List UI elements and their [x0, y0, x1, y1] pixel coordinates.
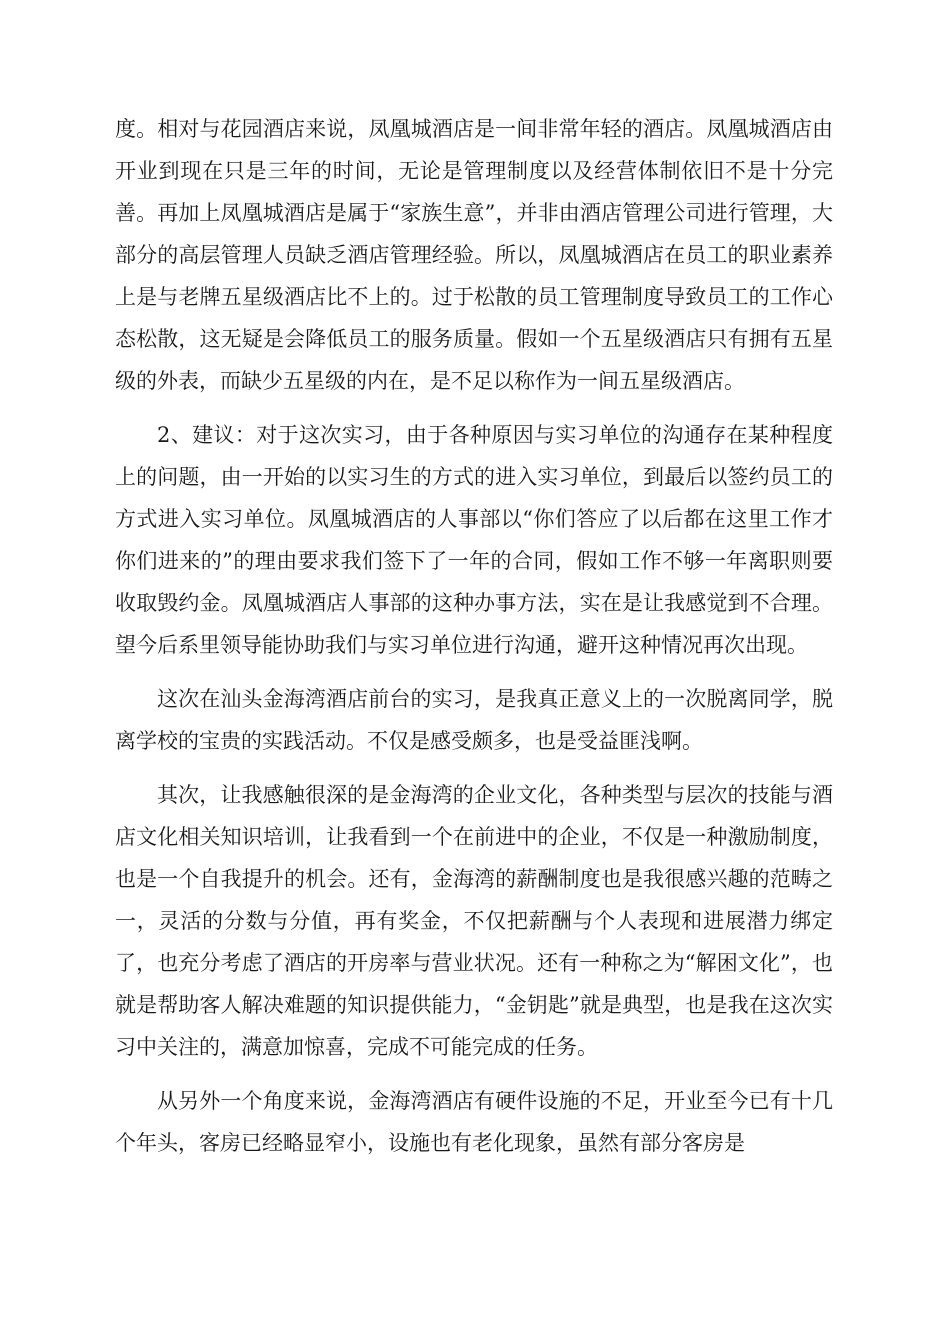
paragraph-4: 其次，让我感触很深的是金海湾的企业文化，各种类型与层次的技能与酒店文化相关知识培训，让我看到一个在前进中的企业，不仅是一种激励制度，也是一个自我提升的机会。还有，金海湾的薪酬制度也是我很感兴趣的范畴之一，灵活的分数与分值，再有奖金，不仅把薪酬与个人表现和进展潜力绑定了，也充分考虑了酒店的开房率与营业状况。还有一种称之为“解困文化”，也就是帮助客人解决难题的知识提供能力，“金钥匙”就是典型，也是我在这次实习中关注的，满意加惊喜，完成不可能完成的任务。 — [115, 783, 833, 1059]
paragraph-3: 这次在汕头金海湾酒店前台的实习，是我真正意义上的一次脱离同学，脱离学校的宝贵的实践活动。不仅是感受颇多，也是受益匪浅啊。 — [115, 687, 833, 753]
paragraph-2: 2、建议：对于这次实习，由于各种原因与实习单位的沟通存在某种程度上的问题，由一开始的以实习生的方式的进入实习单位，到最后以签约员工的方式进入实习单位。凤凰城酒店的人事部以“你们答应了以后都在这里工作才你们进来的”的理由要求我们签下了一年的合同，假如工作不够一年离职则要收取毁约金。凤凰城酒店人事部的这种办事方法，实在是让我感觉到不合理。望今后系里领导能协助我们与实习单位进行沟通，避开这种情况再次出现。 — [115, 423, 833, 657]
paragraph-5: 从另外一个角度来说，金海湾酒店有硬件设施的不足，开业至今已有十几个年头，客房已经略显窄小，设施也有老化现象，虽然有部分客房是 — [115, 1089, 833, 1155]
document-page — [115, 108, 833, 1164]
paragraph-1: 度。相对与花园酒店来说，凤凰城酒店是一间非常年轻的酒店。凤凰城酒店由开业到现在只是三年的时间，无论是管理制度以及经营体制依旧不是十分完善。再加上凤凰城酒店是属于“家族生意”，并非由酒店管理公司进行管理，大部分的高层管理人员缺乏酒店管理经验。所以，凤凰城酒店在员工的职业素养上是与老牌五星级酒店比不上的。过于松散的员工管理制度导致员工的工作心态松散，这无疑是会降低员工的服务质量。假如一个五星级酒店只有拥有五星级的外表，而缺少五星级的内在，是不足以称作为一间五星级酒店。 — [115, 117, 833, 393]
